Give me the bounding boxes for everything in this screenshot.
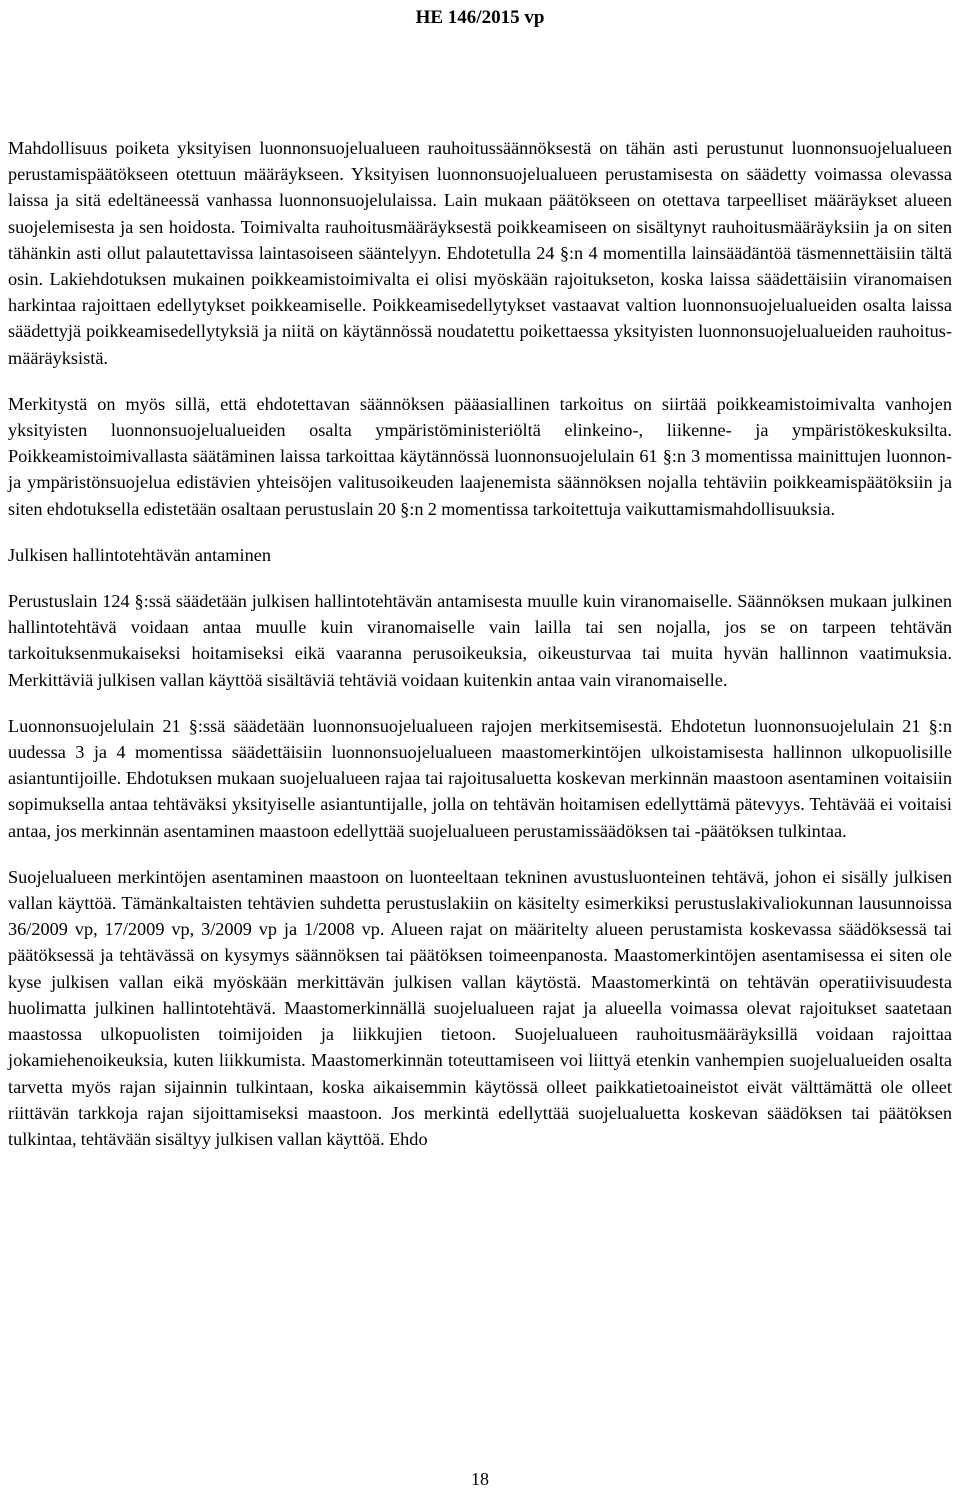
paragraph-spacer	[8, 844, 952, 864]
page-number: 18	[471, 1469, 489, 1489]
section-paragraph: Perustuslain 124 §:ssä säädetään julkisen hallintotehtävän antamisesta muulle kuin viranomaiselle. Säännöksen mukaan julkinen hallintotehtävä voidaan antaa muulle kuin viranomaiselle vain lailla tai sen nojalla, jos se on tarpeen tehtävän tarkoituksenmukaiseksi hoitamiseksi eikä vaaranna perusoikeuksia, oikeusturvaa tai muita hyvän hallinnon vaatimuksia. Merkittäviä julkisen vallan käyttöä sisältäviä tehtäviä voidaan kuitenkin antaa vain viranomaiselle.	[8, 591, 952, 690]
section-paragraph: Luonnonsuojelulain 21 §:ssä säädetään luonnonsuojelualueen rajojen merkitsemisestä. Ehdotetun luonnonsuojelulain 21 §:n uudessa 3 ja 4 momentissa säädettäisiin luonnonsuojelualueen maastomerkintöjen ulkoistamisesta hallinnon ulkopuolisille asiantuntijoille. Ehdotuksen mukaan suojelualueen rajaa tai rajoitusaluetta koskevan merkinnän maastoon asentaminen voitaisiin sopimuksella antaa tehtäväksi yksityiselle asiantuntijalle, jolla on tehtävän hoitamisen edellyttämä pätevyys. Tehtävää ei voitaisi antaa, jos merkinnän asentaminen maastoon edellyttää suojelualueen perustamissäädöksen tai -päätöksen tulkintaa.	[8, 715, 952, 841]
section-heading: Julkisen hallintotehtävän antaminen	[8, 544, 271, 565]
paragraph-spacer	[8, 693, 952, 713]
paragraph-spacer	[8, 371, 952, 391]
body-paragraph: Mahdollisuus poiketa yksityisen luonnonsuojelualueen rauhoitussäännöksestä on tähän asti perustunut luonnonsuojelualueen perustamispäätökseen otettuun määräykseen. Yksityisen luonnonsuojelualueen perustamisesta on säädetty voimassa olevassa laissa ja sitä edeltäneessä vanhassa luonnonsuojelulaissa. Lain mukaan päätökseen on otettava tarpeelliset määräykset alueen suojelemisesta ja sen hoidosta. Toimivalta rauhoitusmääräyksestä poikkeamiseen on sisältynyt rauhoitusmääräyksiin ja on siten tähänkin asti ollut palautettavissa laintasoiseen sääntelyyn. Ehdotetulla 24 §:n 4 momentilla lainsäädäntöä täsmennettäisiin tältä osin. Lakiehdotuksen mukainen poikkeamistoimivalta ei olisi myöskään rajoitukseton, koska laissa säädettäisiin viranomaisen harkintaa rajoittaen edellytykset poikkeamiselle. Poikkeamisedellytykset vastaavat valtion luonnonsuojelualueiden osalta laissa säädettyjä poikkeamisedellytyksiä ja niitä on käytännössä noudatettu poikettaessa yksityisten luonnonsuojelualueiden rauhoitusmääräyksistä.	[8, 138, 952, 368]
document-body	[8, 135, 952, 1152]
document-id-header: HE 146/2015 vp	[415, 7, 545, 28]
section-paragraph: Suojelualueen merkintöjen asentaminen maastoon on luonteeltaan tekninen avustusluonteinen tehtävä, johon ei sisälly julkisen vallan käyttöä. Tämänkaltaisten tehtävien suhdetta perustuslakiin on käsitelty esimerkiksi perustuslakivaliokunnan lausunnoissa 36/2009 vp, 17/2009 vp, 3/2009 vp ja 1/2008 vp. Alueen rajat on määritelty alueen perustamista koskevassa säädöksessä tai päätöksessä ja tehtävässä on kysymys säännöksen tai päätöksen toimeenpanosta. Maastomerkintöjen asentamisessa ei siten ole kyse julkisen vallan eikä myöskään merkittävän julkisen vallan käytöstä. Maastomerkintä on tehtävän operatiivisuudesta huolimatta julkinen hallintotehtävä. Maastomerkinnällä suojelualueen rajat ja alueella voimassa olevat rajoitukset saatetaan maastossa ulkopuolisten toimijoiden ja liikkujien tietoon. Suojelualueen rauhoitusmääräyksillä voidaan rajoittaa jokamiehenoikeuksia, kuten liikkumista. Maastomerkinnän toteuttamiseen voi liittyä etenkin vanhempien suojelualueiden osalta tarvetta myös rajan sijainnin tulkintaan, koska aikaisemmin käytössä olleet paikkatietoaineistot eivät välttämättä ole olleet riittävän tarkkoja rajan sijoittamiseksi maastoon. Jos merkintä edellyttää suojelualuetta koskevan säädöksen tai päätöksen tulkintaa, tehtävään sisältyy julkisen vallan käyttöä. Ehdo	[8, 866, 952, 1149]
paragraph-spacer	[8, 568, 952, 588]
paragraph-spacer	[8, 522, 952, 542]
body-paragraph: Merkitystä on myös sillä, että ehdotettavan säännöksen pääasiallinen tarkoitus on siirtää poikkeamistoimivalta vanhojen yksityisten luonnonsuojelualueiden osalta ympäristöministeriöltä elinkeino-, liikenne- ja ympäristökeskuksilta. Poikkeamistoimivallasta säätäminen laissa tarkoittaa käytännössä luonnonsuojelulain 61 §:n 3 momentissa mainittujen luonnon- ja ympäristönsuojelua edistävien yhteisöjen valitusoikeuden laajenemista säännöksen nojalla tehtäviin poikkeamispäätöksiin ja siten ehdotuksella edistetään osaltaan perustuslain 20 §:n 2 momentissa tarkoitettuja vaikuttamismahdollisuuksia.	[8, 393, 952, 519]
